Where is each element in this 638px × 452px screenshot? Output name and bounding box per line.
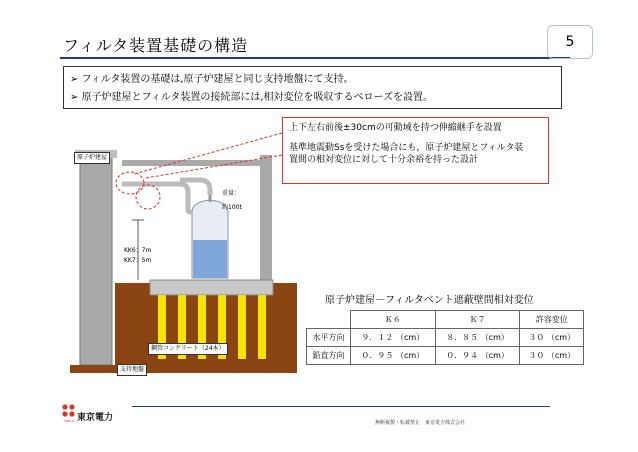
table-header: 許容変位	[520, 311, 584, 329]
bullet-text: フィルタ装置の基礎は,原子炉建屋と同じ支持地盤にて支持。	[81, 74, 354, 85]
note-line: 基準地震動Ssを受けた場合にも，原子炉建屋とフィルタ装	[289, 143, 524, 153]
table-cell: 水平方向	[307, 329, 351, 347]
footer-line	[132, 406, 550, 407]
table-header: Ｋ６	[350, 311, 435, 329]
bullet-item: ➢ 原子炉建屋とフィルタ装置の接続部には,相対変位を吸収するベローズを設置。	[70, 92, 434, 103]
weight-label: 重量：	[222, 190, 241, 197]
bullet-box	[63, 66, 562, 109]
kk6-depth: KK6：7m	[124, 247, 152, 254]
weight-value: 約100t	[222, 204, 242, 211]
table-header-row	[307, 311, 584, 329]
callout-lines	[130, 130, 290, 180]
pipe	[122, 184, 192, 212]
displacement-table	[306, 310, 584, 365]
bellows-circle	[136, 185, 160, 209]
note-line: 置間の相対変位に対して十分余裕を持った設計	[289, 155, 479, 165]
bullet-item: ➢ フィルタ装置の基礎は,原子炉建屋と同じ支持地盤にて支持。	[70, 74, 354, 85]
title-underline	[60, 57, 570, 59]
table-header: Ｋ７	[435, 311, 520, 329]
table-corner	[307, 311, 351, 329]
table-row	[307, 347, 584, 365]
table-cell: 鉛直方向	[307, 347, 351, 365]
logo-sub-text: TEPCO	[64, 419, 74, 423]
bullet-text: 原子炉建屋とフィルタ装置の接続部には,相対変位を吸収するベローズを設置。	[81, 92, 434, 103]
foundation-slab	[150, 280, 273, 295]
table-cell: ８．８５ （cm）	[435, 329, 520, 347]
pile-label: 鋼管コンクリート（24本）	[148, 343, 228, 355]
table-row	[307, 329, 584, 347]
reactor-wall	[80, 155, 112, 365]
design-note	[282, 117, 549, 184]
table-cell: ９．１２ （cm）	[350, 329, 435, 347]
table-cell: ０．９５ （cm）	[350, 347, 435, 365]
note-line: 上下左右前後±30cmの可動域を持つ伸縮継手を設置	[289, 123, 502, 133]
company-name: 東京電力	[77, 413, 114, 423]
table-cell: ３０ （cm）	[520, 347, 584, 365]
table-cell: ０．９４ （cm）	[435, 347, 520, 365]
table-cell: ３０ （cm）	[520, 329, 584, 347]
table-title: 原子炉建屋－フィルタベント遮蔽壁間相対変位	[325, 295, 534, 306]
callout-line	[146, 155, 282, 178]
page-number: 5	[547, 25, 593, 59]
page-title: フィルタ装置基礎の構造	[63, 36, 249, 55]
tepco-logo-icon	[62, 403, 76, 423]
reactor-label: 原子炉建屋	[74, 152, 110, 164]
kk7-depth: KK7：5m	[124, 257, 152, 264]
filter-water	[193, 240, 227, 278]
ground-label: 支持地盤	[117, 364, 147, 376]
ground-left	[70, 365, 117, 373]
footer-notice: 無断複製・転載禁止 東京電力株式会社	[375, 420, 466, 426]
